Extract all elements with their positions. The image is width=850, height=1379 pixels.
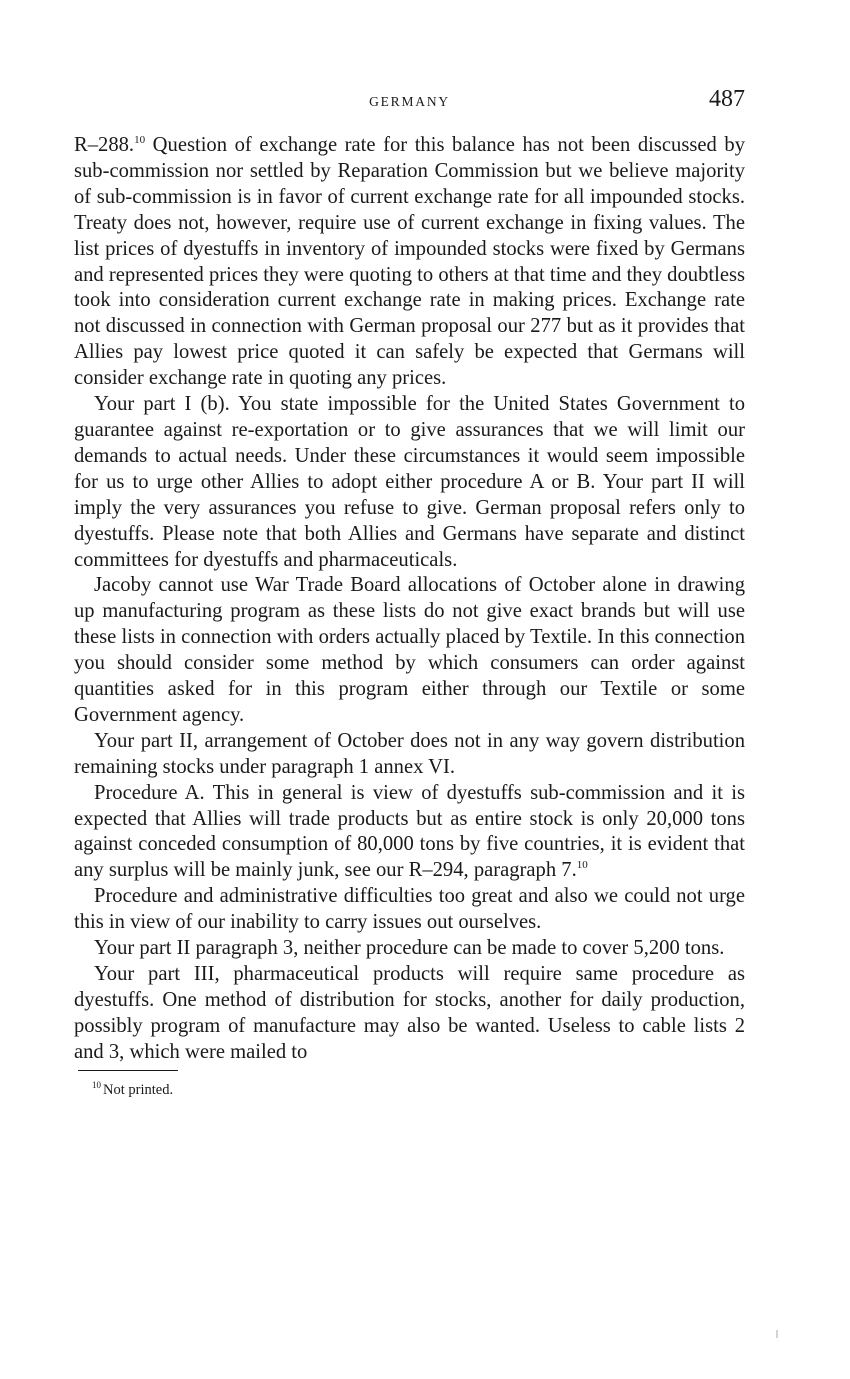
paragraph-7-text: Your part II paragraph 3, neither procedure can be made to cover 5,200 tons.	[94, 937, 725, 960]
paragraph-1	[74, 133, 745, 392]
paragraph-6	[74, 884, 745, 936]
paragraph-4-text: Your part II, arrangement of October does not in any way govern distribution remaining stocks under paragraph 1 annex VI.	[74, 729, 745, 778]
paragraph-7	[74, 936, 745, 962]
footnote-reference-10: 10	[134, 134, 146, 147]
body-text	[74, 133, 745, 1066]
footnote-divider	[78, 1070, 178, 1071]
document-page	[74, 86, 745, 1100]
footnote	[74, 1080, 745, 1100]
paragraph-1-lead: R–288.	[74, 134, 135, 156]
paragraph-2-text: Your part I (b). You state impossible for the United States Government to guarantee against re-exportation or to give assurances that we will limit our demands to actual needs. Under these circumstances it would seem impossible for us to urge other Allies to adopt either procedure A or B. Your part II will imply the very assurances you refuse to give. German proposal refers only to dyestuffs. Please note that both Allies and Germans have separate and distinct committees for dyestuffs and pharmaceuticals.	[74, 393, 745, 571]
page-speck	[776, 1330, 778, 1338]
paragraph-4	[74, 729, 745, 781]
paragraph-5-lead: Procedure A. This in general is view of dyestuffs sub-commission and it is expected that Allies will trade products but as entire stock is only 20,000 tons against conceded consumption of 80,000 tons by five countries, it is evident that any surplus will be mainly junk, see our R–294, paragraph 7.	[74, 781, 745, 882]
paragraph-6-text: Procedure and administrative difficulties too great and also we could not urge this in view of our inability to carry issues out ourselves.	[74, 885, 745, 934]
paragraph-3-text: Jacoby cannot use War Trade Board allocations of October alone in drawing up manufacturing program as these lists do not give exact brands but will use these lists in connection with orders actually placed by Textile. In this connection you should consider some method by which consumers can order against quantities asked for in this program either through our Textile or some Government agency.	[74, 574, 745, 726]
paragraph-3	[74, 573, 745, 728]
paragraph-1-text: Question of exchange rate for this balance has not been discussed by sub-commission nor settled by Reparation Commission but we believe majority of sub-commission is in favor of current exchange rate for all impounded stocks. Treaty does not, however, require use of current exchange in fixing values. The list prices of dyestuffs in inventory of impounded stocks were fixed by Germans and represented prices they were quoting to others at that time and they doubtless took into consideration current exchange rate in making prices. Exchange rate not discussed in connection with German proposal our 277 but as it provides that Allies pay lowest price quoted it can safely be expected that Germans will consider exchange rate in quoting any prices.	[74, 134, 745, 390]
footnote-reference-10: 10	[576, 859, 588, 872]
footnote-mark: 10	[92, 1079, 101, 1090]
page-number: 487	[709, 86, 745, 112]
paragraph-8-text: Your part III, pharmaceutical products will require same procedure as dyestuffs. One method of distribution for stocks, another for daily production, possibly program of manufacture may also be wanted. Useless to cable lists 2 and 3, which were mailed to	[74, 963, 745, 1063]
paragraph-8	[74, 962, 745, 1066]
paragraph-5	[74, 781, 745, 885]
footnote-text: Not printed.	[103, 1081, 174, 1098]
running-title: GERMANY	[369, 94, 450, 109]
running-head	[74, 86, 745, 120]
paragraph-2	[74, 392, 745, 573]
